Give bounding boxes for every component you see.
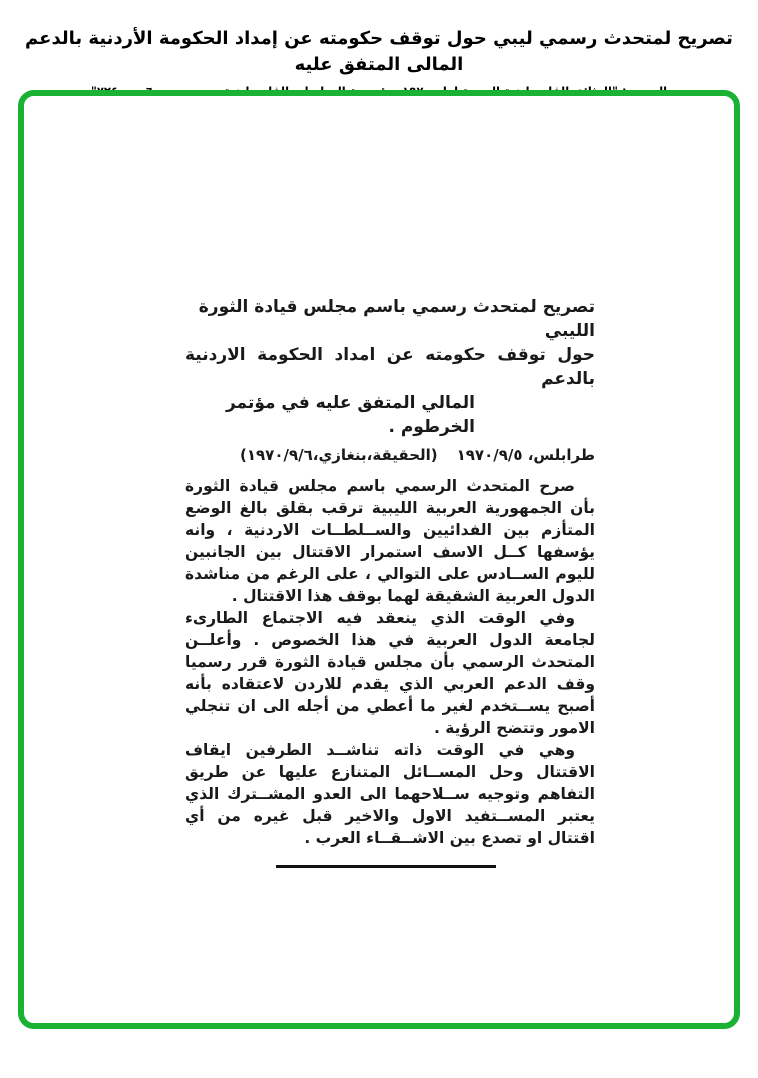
dateline <box>185 445 595 465</box>
dateline-source-ref: (الحقيقة،بنغازي،١٩٧٠/٩/٦) <box>240 446 438 464</box>
document-title <box>185 295 595 439</box>
document-paragraph: صرح المتحدث الرسمي باسم مجلس قيادة الثورة بأن الجمهورية العربية الليبية ترقب بقلق بالغ الوضع المتأزم بين الفدائيين والســلطــات الاردنية ، وانه يؤسفها كــل الاسف استمرار الاقتتال بين الجانبين لليوم الســادس على التوالي ، على الرغم من مناشدة الدول العربية الشقيقة لهما بوقف هذا الاقتتال . <box>185 477 595 605</box>
document-title-line: تصريح لمتحدث رسمي باسم مجلس قيادة الثورة الليبي <box>198 297 595 341</box>
section-divider <box>276 865 496 868</box>
document-paragraph: وهي في الوقت ذاته تناشــد الطرفين ايقاف الاقتتال وحل المســائل المتنازع عليها عن طريق التفاهم وتوجيه ســلاحهما الى العدو المشــترك الذي يعتبر المســتفيد الاول والاخير قبل غيره من أي اقتتال او تصدع بين الاشــقــاء العرب . <box>185 741 595 847</box>
document-body <box>185 475 595 849</box>
caption-header <box>0 26 758 98</box>
document-page <box>185 295 595 868</box>
dateline-place-date: طرابلس، ١٩٧٠/٩/٥ <box>456 446 595 464</box>
document-frame <box>18 90 740 1029</box>
document-title-line: المالي المتفق عليه في مؤتمر الخرطوم . <box>225 393 475 437</box>
document-paragraph: وفي الوقت الذي ينعقد فيه الاجتماع الطارىء لجامعة الدول العربية في هذا الخصوص . وأعلــن المتحدث الرسمي بأن مجلس قيادة الثورة قرر رسميا وقف الدعم العربي الذي يقدم للاردن لاعتقاده بأنه أصبح يســتخدم لغير ما أعطي من أجله الى ان تنجلي الامور وتتضح الرؤية . <box>185 609 595 737</box>
caption-title: تصريح لمتحدث رسمي ليبي حول توقف حكومته عن إمداد الحكومة الأردنية بالدعم المالى المتفق عليه <box>25 28 733 75</box>
document-title-line: حول توقف حكومته عن امداد الحكومة الاردنية بالدعم <box>185 345 595 389</box>
